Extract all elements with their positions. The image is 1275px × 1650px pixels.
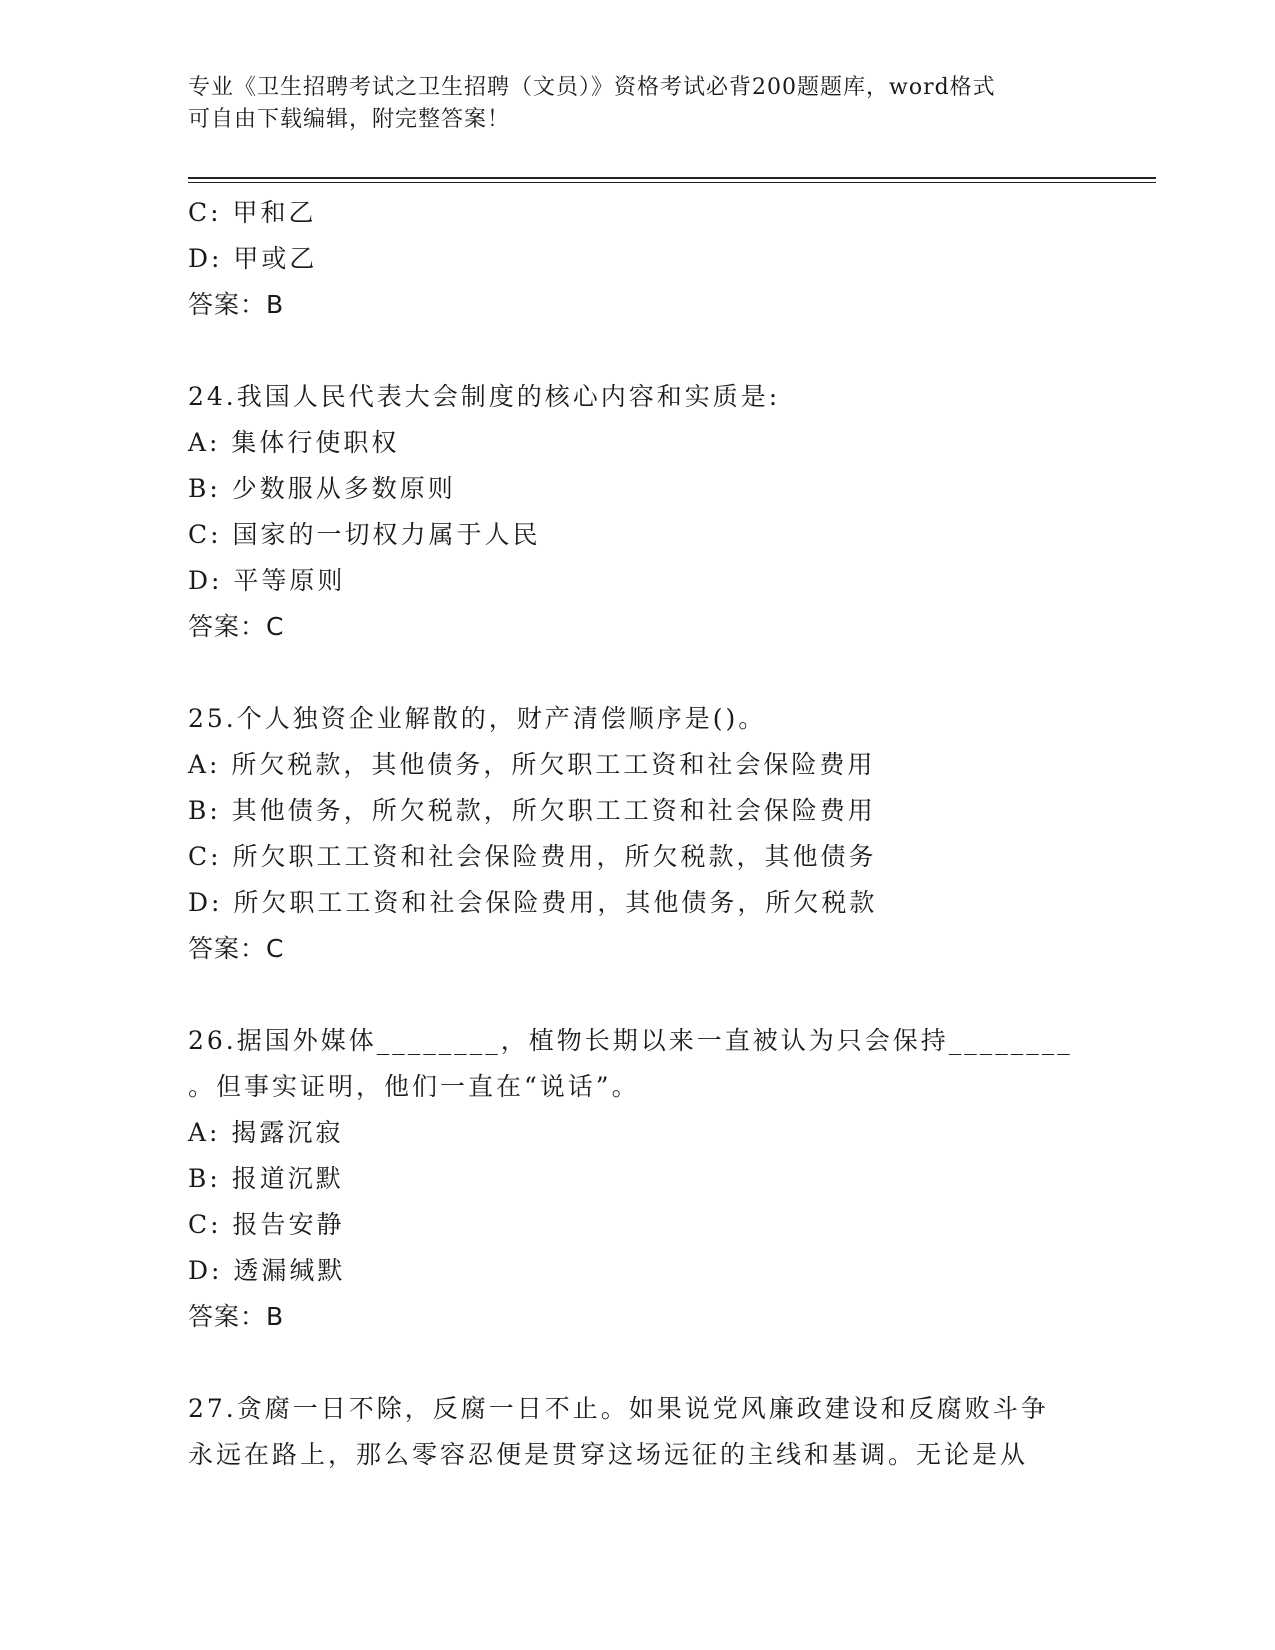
question-stem-line-2: 永远在路上，那么零容忍便是贯穿这场远征的主线和基调。无论是从 (188, 1440, 1029, 1469)
question-stem-line-1: 26.据国外媒体________，植物长期以来一直被认为只会保持________ (188, 1026, 1073, 1055)
answer-line: 答案：C (188, 934, 285, 963)
answer-line: 答案：C (188, 612, 285, 641)
header-line-2: 可自由下载编辑，附完整答案！ (188, 107, 511, 132)
answer-line: 答案：B (188, 290, 285, 319)
question-25 (188, 696, 1088, 972)
question-stem: 25.个人独资企业解散的，财产清偿顺序是()。 (188, 704, 767, 733)
spacer (188, 1340, 1088, 1386)
option-a: A: 揭露沉寂 (188, 1118, 344, 1147)
option-d: D: 所欠职工工资和社会保险费用，其他债务，所欠税款 (188, 888, 878, 917)
option-b: B: 其他债务，所欠税款，所欠职工工资和社会保险费用 (188, 796, 876, 825)
spacer (188, 650, 1088, 696)
option-d: D: 透漏缄默 (188, 1256, 346, 1285)
header-line-1: 专业《卫生招聘考试之卫生招聘（文员）》资格考试必背200题题库，word格式 (188, 75, 996, 100)
question-24 (188, 374, 1088, 650)
answer-line: 答案：B (188, 1302, 285, 1331)
option-d: D: 平等原则 (188, 566, 346, 595)
option-b: B: 少数服从多数原则 (188, 474, 456, 503)
option-c: C: 国家的一切权力属于人民 (188, 520, 541, 549)
option-a: A: 集体行使职权 (188, 428, 400, 457)
spacer (188, 328, 1088, 374)
question-26 (188, 1018, 1088, 1340)
spacer (188, 972, 1088, 1018)
header-rule-thick (188, 177, 1156, 179)
question-list (188, 190, 1088, 1478)
option-c: C: 甲和乙 (188, 198, 317, 227)
document-header (188, 72, 1068, 136)
question-stem: 24.我国人民代表大会制度的核心内容和实质是: (188, 382, 781, 411)
option-b: B: 报道沉默 (188, 1164, 344, 1193)
header-rule-thin (188, 182, 1156, 183)
option-a: A: 所欠税款，其他债务，所欠职工工资和社会保险费用 (188, 750, 876, 779)
option-d: D: 甲或乙 (188, 244, 318, 273)
question-stem-line-2: 。但事实证明，他们一直在“说话”。 (188, 1072, 640, 1101)
question-23 (188, 190, 1088, 328)
question-27 (188, 1386, 1088, 1478)
option-c: C: 报告安静 (188, 1210, 345, 1239)
question-stem-line-1: 27.贪腐一日不除，反腐一日不止。如果说党风廉政建设和反腐败斗争 (188, 1394, 1049, 1423)
option-c: C: 所欠职工工资和社会保险费用，所欠税款，其他债务 (188, 842, 877, 871)
